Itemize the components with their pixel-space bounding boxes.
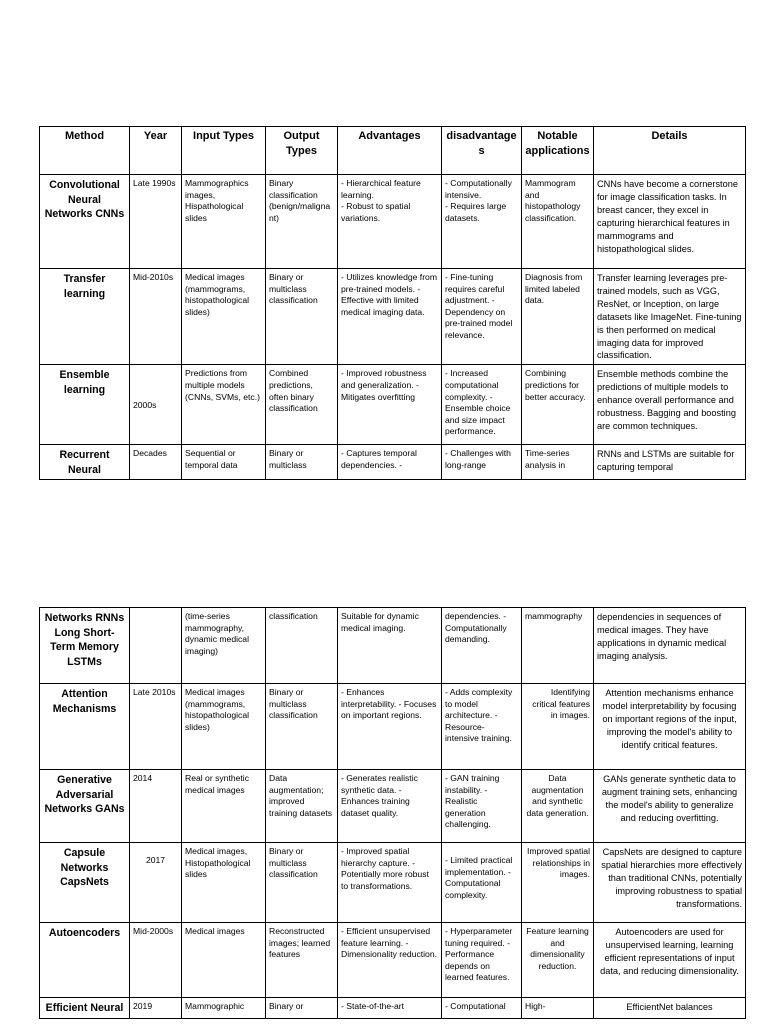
input-cell: Medical images (mammograms, histopathological slides): [182, 684, 266, 770]
input-cell: Predictions from multiple models (CNNs, SVMs, etc.): [182, 365, 266, 445]
disadvantages-cell: - GAN training instability. - Realistic generation challenging.: [442, 770, 522, 843]
advantages-cell: - Generates realistic synthetic data. - Enhances training dataset quality.: [338, 770, 442, 843]
year-cell: Late 1990s: [130, 175, 182, 269]
method-cell: Ensemble learning: [40, 365, 130, 445]
details-cell: EfficientNet balances: [594, 998, 746, 1019]
advantages-cell: - Hierarchical feature learning. - Robust to spatial variations.: [338, 175, 442, 269]
year-cell: Mid-2010s: [130, 269, 182, 365]
details-cell: Autoencoders are used for unsupervised learning, learning efficient representations of input data, and reducing dimensionality.: [594, 923, 746, 998]
advantages-cell: - Improved spatial hierarchy capture. - Potentially more robust to transformations.: [338, 843, 442, 923]
details-cell: RNNs and LSTMs are suitable for capturing temporal: [594, 445, 746, 480]
table-row: [40, 923, 746, 998]
output-cell: Reconstructed images; learned features: [266, 923, 338, 998]
details-cell: CapsNets are designed to capture spatial hierarchies more effectively than traditional CNNs, potentially improving robustness to spatial transformations.: [594, 843, 746, 923]
applications-cell: mammography: [522, 608, 594, 684]
advantages-cell: - Captures temporal dependencies. -: [338, 445, 442, 480]
advantages-cell: - Utilizes knowledge from pre-trained models. - Effective with limited medical imaging data.: [338, 269, 442, 365]
details-cell: dependencies in sequences of medical images. They have applications in dynamic medical imaging analysis.: [594, 608, 746, 684]
output-cell: Binary or multiclass classification: [266, 843, 338, 923]
header-disadvantages: disadvantages: [442, 127, 522, 175]
input-cell: Mammographic: [182, 998, 266, 1019]
table-row: [40, 445, 746, 480]
disadvantages-cell: - Limited practical implementation. -Computational complexity.: [442, 843, 522, 923]
header-notable-applications: Notable applications: [522, 127, 594, 175]
details-cell: CNNs have become a cornerstone for image classification tasks. In breast cancer, they excel in capturing hierarchical features in mammograms and histopathological slides.: [594, 175, 746, 269]
input-cell: Medical images: [182, 923, 266, 998]
applications-cell: Time-series analysis in: [522, 445, 594, 480]
output-cell: Binary or: [266, 998, 338, 1019]
input-cell: Medical images, Histopathological slides: [182, 843, 266, 923]
output-cell: Binary classification (benign/malignant): [266, 175, 338, 269]
output-cell: Combined predictions, often binary classification: [266, 365, 338, 445]
applications-cell: High-: [522, 998, 594, 1019]
method-cell: Recurrent Neural: [40, 445, 130, 480]
table-row: [40, 998, 746, 1019]
method-cell: Networks RNNs Long Short-Term Memory LSTMs: [40, 608, 130, 684]
applications-cell: Diagnosis from limited labeled data.: [522, 269, 594, 365]
advantages-cell: - Improved robustness and generalization. - Mitigates overfitting: [338, 365, 442, 445]
applications-cell: Identifying critical features in images.: [522, 684, 594, 770]
advantages-cell: - State-of-the-art: [338, 998, 442, 1019]
applications-cell: Improved spatial relationships in images.: [522, 843, 594, 923]
table-row: [40, 684, 746, 770]
table-row: [40, 608, 746, 684]
disadvantages-cell: - Increased computational complexity. - Ensemble choice and size impact performance.: [442, 365, 522, 445]
applications-cell: Data augmentation and synthetic data generation.: [522, 770, 594, 843]
disadvantages-cell: - Adds complexity to model architecture. - Resource-intensive training.: [442, 684, 522, 770]
output-cell: Data augmentation; improved training datasets: [266, 770, 338, 843]
input-cell: Real or synthetic medical images: [182, 770, 266, 843]
advantages-cell: Suitable for dynamic medical imaging.: [338, 608, 442, 684]
input-cell: Mammographics images, Hispathological slides: [182, 175, 266, 269]
year-cell: 2019: [130, 998, 182, 1019]
comparison-table-bottom: [39, 607, 746, 1019]
disadvantages-cell: - Challenges with long-range: [442, 445, 522, 480]
input-cell: Medical images (mammograms, histopathological slides): [182, 269, 266, 365]
table-row: [40, 269, 746, 365]
applications-cell: Mammogram and histopathology classification.: [522, 175, 594, 269]
header-input-types: Input Types: [182, 127, 266, 175]
details-cell: Attention mechanisms enhance model interpretability by focusing on important regions of the input, improving the model's ability to identify critical features.: [594, 684, 746, 770]
method-cell: Capsule Networks CapsNets: [40, 843, 130, 923]
method-cell: Attention Mechanisms: [40, 684, 130, 770]
table-row: [40, 175, 746, 269]
output-cell: Binary or multiclass classification: [266, 684, 338, 770]
method-cell: Autoencoders: [40, 923, 130, 998]
details-cell: GANs generate synthetic data to augment training sets, enhancing the model's ability to generalize and reducing overfitting.: [594, 770, 746, 843]
output-cell: classification: [266, 608, 338, 684]
method-cell: Convolutional Neural Networks CNNs: [40, 175, 130, 269]
disadvantages-cell: - Computational: [442, 998, 522, 1019]
header-year: Year: [130, 127, 182, 175]
year-cell: 2017: [130, 843, 182, 923]
disadvantages-cell: - Computationally intensive. - Requires large datasets.: [442, 175, 522, 269]
year-cell: 2014: [130, 770, 182, 843]
year-cell: Decades: [130, 445, 182, 480]
method-cell: Generative Adversarial Networks GANs: [40, 770, 130, 843]
header-details: Details: [594, 127, 746, 175]
comparison-table-top: [39, 126, 746, 480]
advantages-cell: - Enhances interpretability. - Focuses on important regions.: [338, 684, 442, 770]
table-row: [40, 843, 746, 923]
applications-cell: Combining predictions for better accuracy.: [522, 365, 594, 445]
year-cell: [130, 608, 182, 684]
applications-cell: Feature learning and dimensionality reduction.: [522, 923, 594, 998]
disadvantages-cell: - Fine-tuning requires careful adjustment. - Dependency on pre-trained model relevance.: [442, 269, 522, 365]
advantages-cell: - Efficient unsupervised feature learning. - Dimensionality reduction.: [338, 923, 442, 998]
output-cell: Binary or multiclass: [266, 445, 338, 480]
header-advantages: Advantages: [338, 127, 442, 175]
details-cell: Transfer learning leverages pre-trained models, such as VGG, ResNet, or Inception, on large datasets like ImageNet. Fine-tuning is then performed on medical imaging data for improved classification.: [594, 269, 746, 365]
disadvantages-cell: dependencies. - Computationally demanding.: [442, 608, 522, 684]
disadvantages-cell: - Hyperparameter tuning required. - Performance depends on learned features.: [442, 923, 522, 998]
output-cell: Binary or multiclass classification: [266, 269, 338, 365]
year-cell: Late 2010s: [130, 684, 182, 770]
header-output-types: Output Types: [266, 127, 338, 175]
input-cell: (time-series mammography, dynamic medical imaging): [182, 608, 266, 684]
year-cell: Mid-2000s: [130, 923, 182, 998]
year-cell: 2000s: [130, 365, 182, 445]
table-row: [40, 770, 746, 843]
method-cell: Efficient Neural: [40, 998, 130, 1019]
details-cell: Ensemble methods combine the predictions of multiple models to enhance overall performance and robustness. Bagging and boosting are common techniques.: [594, 365, 746, 445]
table-row: [40, 365, 746, 445]
method-cell: Transfer learning: [40, 269, 130, 365]
input-cell: Sequential or temporal data: [182, 445, 266, 480]
table-header-row: [40, 127, 746, 175]
header-method: Method: [40, 127, 130, 175]
